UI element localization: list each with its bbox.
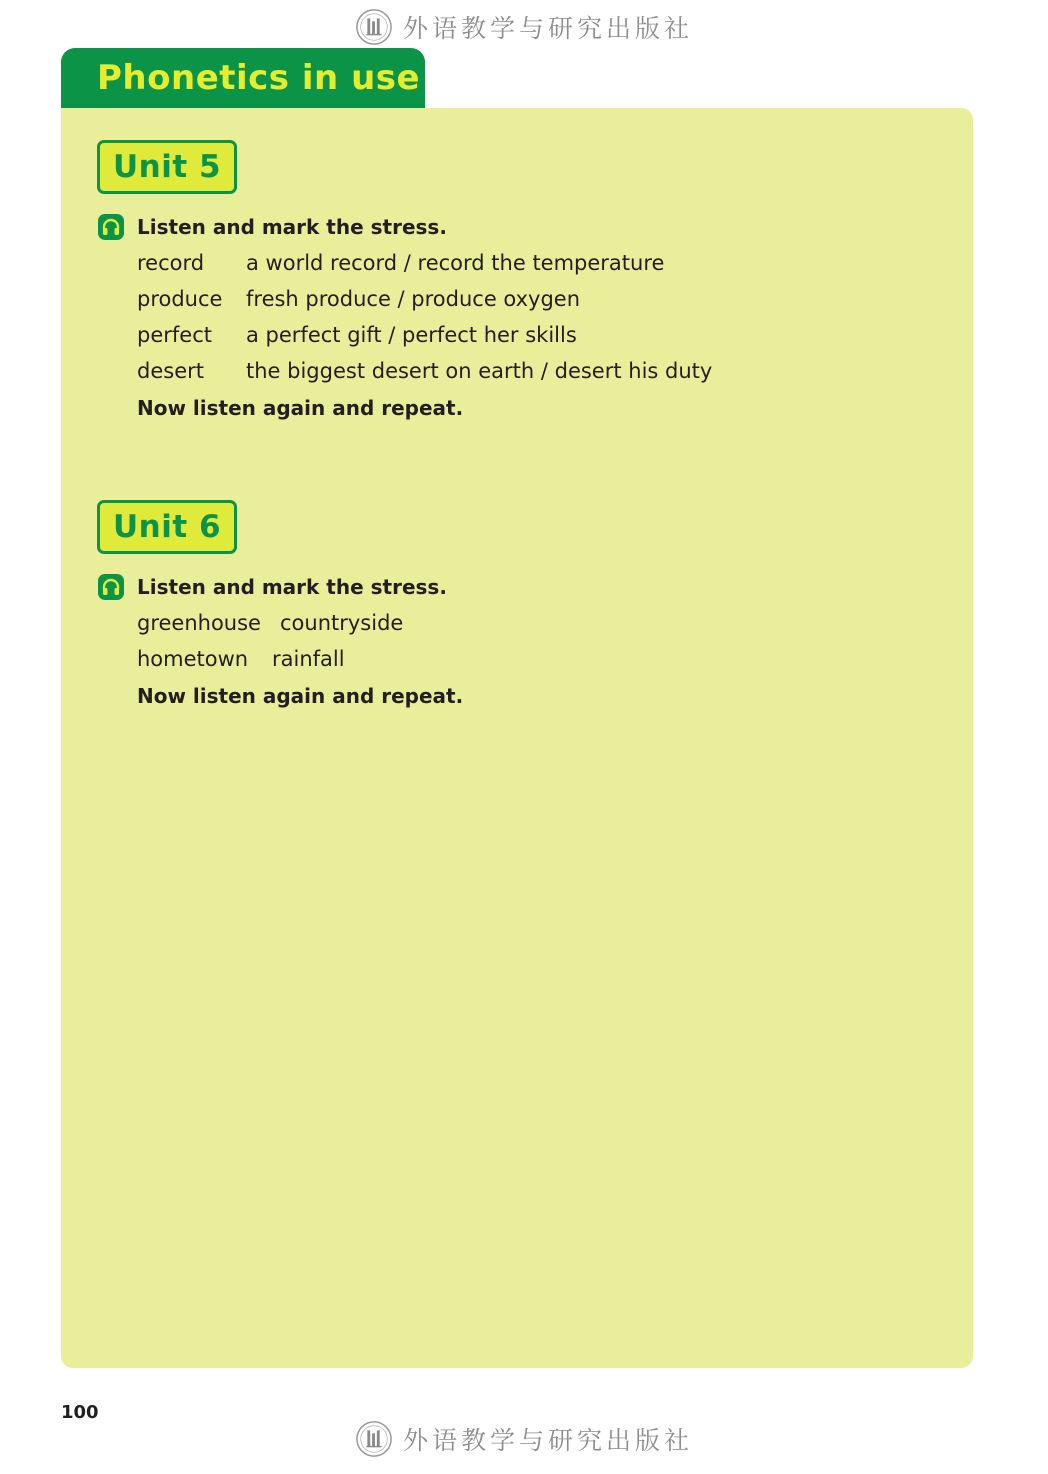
unit-label: Unit 6 [112, 509, 222, 545]
unit-6-badge [97, 500, 237, 554]
publisher-seal-icon [355, 8, 393, 46]
follow-up-instruction: Now listen again and repeat. [137, 684, 464, 708]
unit-label: Unit 5 [112, 149, 222, 185]
stress-example: a perfect gift / perfect her skills [246, 323, 577, 347]
stress-word: hometown [137, 647, 249, 671]
publisher-seal-icon [355, 1420, 393, 1458]
section-title-tab [61, 48, 425, 110]
stress-word: perfect [137, 323, 212, 347]
publisher-watermark-bottom [0, 1420, 1048, 1458]
headphones-icon[interactable] [97, 213, 125, 241]
stress-word: record [137, 251, 205, 275]
page-number: 100 [61, 1402, 99, 1423]
stress-word: rainfall [272, 647, 345, 671]
stress-example: a world record / record the temperature [246, 251, 665, 275]
follow-up-instruction: Now listen again and repeat. [137, 396, 464, 420]
stress-word: greenhouse [137, 611, 261, 635]
publisher-watermark-text: 外语教学与研究出版社 [402, 1426, 693, 1455]
stress-example: the biggest desert on earth / desert his duty [246, 359, 713, 383]
publisher-watermark-text: 外语教学与研究出版社 [402, 14, 693, 43]
instruction-text: Listen and mark the stress. [137, 215, 447, 239]
headphones-icon[interactable] [97, 573, 125, 601]
unit-5-badge [97, 140, 237, 194]
stress-example: fresh produce / produce oxygen [246, 287, 581, 311]
section-title: Phonetics in use [97, 58, 421, 98]
stress-word: desert [137, 359, 204, 383]
publisher-watermark-top [0, 8, 1048, 46]
stress-word: countryside [280, 611, 404, 635]
stress-word: produce [137, 287, 223, 311]
instruction-text: Listen and mark the stress. [137, 575, 447, 599]
